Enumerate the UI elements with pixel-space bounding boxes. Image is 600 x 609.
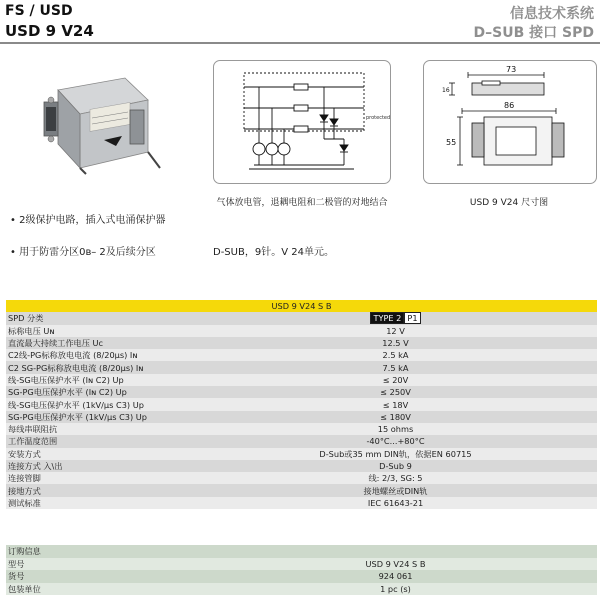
circuit-protected-label: protected <box>366 115 390 121</box>
spec-value: 接地螺丝或DIN轨 <box>194 484 597 496</box>
spec-label: 工作温度范围 <box>6 435 194 447</box>
spec-value: D-Sub 9 <box>194 460 597 472</box>
table-row <box>6 361 597 373</box>
table-row <box>6 448 597 460</box>
table-row <box>6 570 597 583</box>
spec-label: SG-PG电压保护水平 (Iɴ C2) Up <box>6 386 194 398</box>
circuit-diagram-box <box>213 60 391 184</box>
spec-value: 15 ohms <box>194 423 597 435</box>
dimension-width-label: 86 <box>504 101 515 110</box>
table-row <box>6 349 597 361</box>
dimension-side-label: 16 <box>442 87 450 94</box>
header-rule <box>0 42 600 44</box>
table-row <box>6 484 597 496</box>
spec-value: IEC 61643-21 <box>194 497 597 509</box>
spec-value <box>194 312 597 324</box>
order-value: 924 061 <box>194 570 597 583</box>
spec-label: 接地方式 <box>6 484 194 496</box>
order-label: 型号 <box>6 558 194 571</box>
spec-value: ≤ 20V <box>194 374 597 386</box>
table-row <box>6 558 597 571</box>
table-row <box>6 435 597 447</box>
spec-value: 12 V <box>194 325 597 337</box>
table-row <box>6 497 597 509</box>
spec-label: SPD 分类 <box>6 312 194 324</box>
table-row <box>6 423 597 435</box>
feature-item: • 用于防雷分区0ʙ– 2及后续分区 <box>10 247 156 258</box>
order-label: 货号 <box>6 570 194 583</box>
feature-item: • 2级保护电路，插入式电涌保护器 <box>10 215 166 226</box>
spec-label: 测试标准 <box>6 497 194 509</box>
spec-label: 连接方式 入\出 <box>6 460 194 472</box>
product-photo <box>30 70 165 175</box>
table-row <box>6 411 597 423</box>
spec-label: SG-PG电压保护水平 (1kV/µs C3) Up <box>6 411 194 423</box>
spd-type-tag: TYPE 2 <box>370 312 404 324</box>
spec-value: ≤ 250V <box>194 386 597 398</box>
dimension-top-label: 73 <box>506 65 517 74</box>
product-subtitle: D–SUB 接口 SPD <box>473 25 594 41</box>
table-row <box>6 325 597 337</box>
table-row <box>6 337 597 349</box>
table-row <box>6 386 597 398</box>
category-title: 信息技术系统 <box>510 6 594 22</box>
spec-value: D-Sub或35 mm DIN轨，依据EN 60715 <box>194 448 597 460</box>
spec-value: ≤ 180V <box>194 411 597 423</box>
dimension-drawing-box <box>423 60 597 184</box>
feature-text: 2级保护电路，插入式电涌保护器 <box>19 215 166 226</box>
spec-label: 直流最大持续工作电压 Uc <box>6 337 194 349</box>
brand-title: FS / USD <box>5 3 73 19</box>
spec-value: ≤ 18V <box>194 398 597 410</box>
table-row <box>6 312 597 324</box>
model-title: USD 9 V24 <box>5 22 94 40</box>
spec-label: C2 SG-PG标称放电电流 (8/20µs) Iɴ <box>6 361 194 373</box>
spec-header-row <box>6 300 597 312</box>
order-value: 1 pc (s) <box>194 583 597 596</box>
spec-value: -40°C...+80°C <box>194 435 597 447</box>
spec-label: 线-SG电压保护水平 (Iɴ C2) Up <box>6 374 194 386</box>
table-row <box>6 583 597 596</box>
dimension-height-label: 55 <box>446 138 457 147</box>
table-row <box>6 460 597 472</box>
spec-label: 线-SG电压保护水平 (1kV/µs C3) Up <box>6 398 194 410</box>
spec-label: 每线串联阻抗 <box>6 423 194 435</box>
spd-class-tag: P1 <box>404 312 420 324</box>
table-row <box>6 374 597 386</box>
order-table <box>6 545 597 595</box>
feature-detail: D-SUB，9针。V 24单元。 <box>213 247 334 258</box>
order-title: 订购信息 <box>6 545 597 558</box>
order-label: 包装单位 <box>6 583 194 596</box>
spec-value: 线: 2/3, SG: 5 <box>194 472 597 484</box>
spec-value: 2.5 kA <box>194 349 597 361</box>
table-row <box>6 398 597 410</box>
spec-label: 标称电压 Uɴ <box>6 325 194 337</box>
circuit-caption: 气体放电管，退耦电阻和二极管的对地结合 <box>216 198 388 208</box>
order-value: USD 9 V24 S B <box>194 558 597 571</box>
order-title-row <box>6 545 597 558</box>
table-row <box>6 472 597 484</box>
spec-label: 安装方式 <box>6 448 194 460</box>
spec-title: USD 9 V24 S B <box>6 300 597 312</box>
spec-label: 连接管脚 <box>6 472 194 484</box>
spec-table <box>6 300 597 509</box>
dimension-caption: USD 9 V24 尺寸图 <box>469 198 549 208</box>
spec-value: 12.5 V <box>194 337 597 349</box>
feature-text: 用于防雷分区0ʙ– 2及后续分区 <box>19 247 156 258</box>
spec-value: 7.5 kA <box>194 361 597 373</box>
spec-label: C2线-PG标称放电电流 (8/20µs) Iɴ <box>6 349 194 361</box>
